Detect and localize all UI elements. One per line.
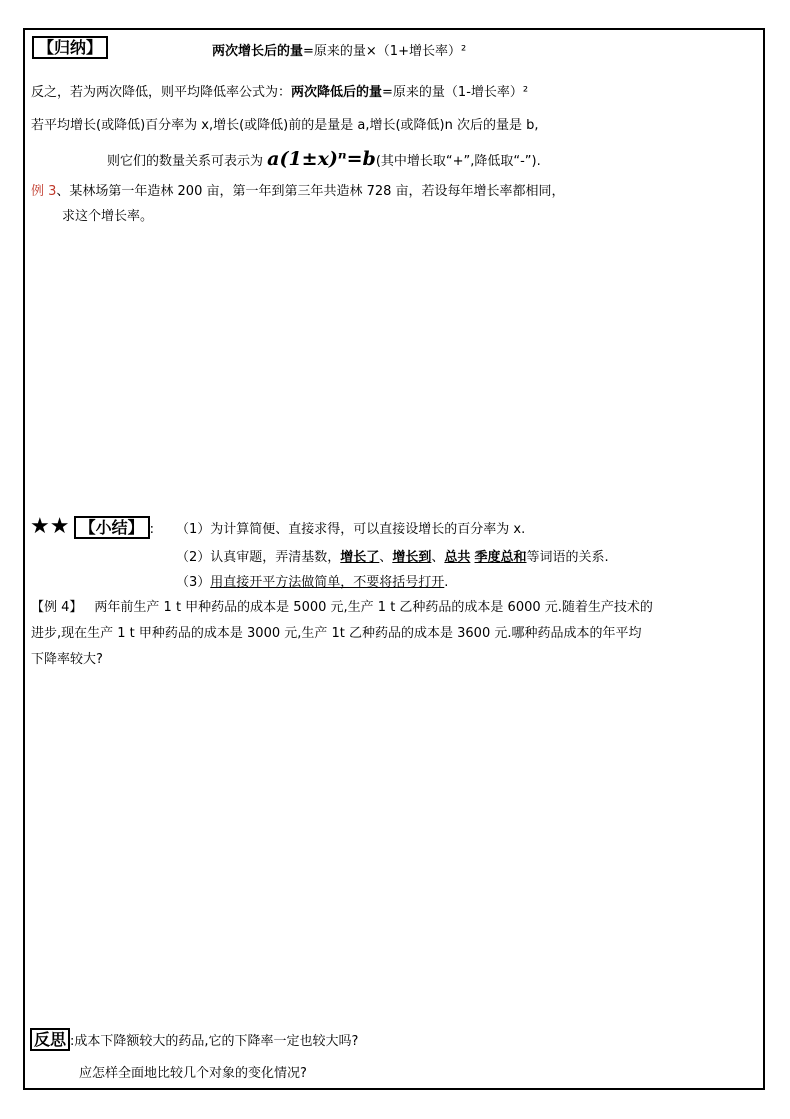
general-line: 若平均增长(或降低)百分率为 x,增长(或降低)前的是量是 a,增长(或降低)n 次后的量是 b, (31, 118, 539, 133)
decrease-rest: =原来的量（1-增长率）² (382, 85, 529, 100)
item2-keyword-1: 增长了 (340, 550, 380, 565)
relation-suffix: (其中增长取“+”,降低取“-”). (375, 154, 541, 169)
item2-keyword-3: 总共 (444, 550, 471, 565)
item3-suffix: . (444, 575, 449, 590)
example4-line2: 进步,现在生产 1 t 甲种药品的成本是 3000 元,生产 1t 乙种药品的成本是 3600 元.哪种药品成本的年平均 (31, 626, 642, 641)
summary-label: 【归纳】 (32, 36, 108, 59)
reflection-line1 (30, 1030, 358, 1050)
reflection-label: 反思 (30, 1028, 70, 1051)
item2-suffix: 等词语的关系. (526, 550, 609, 565)
summary-label-box (32, 38, 108, 57)
example4-line3: 下降率较大? (31, 652, 103, 667)
item2-keyword-4: 季度总和 (474, 550, 527, 565)
item3-prefix: （3） (176, 575, 211, 590)
conclusion-header (30, 514, 154, 540)
decrease-prefix: 反之，若为两次降低，则平均降低率公式为： (31, 85, 292, 100)
relation-formula: a(1±x)ⁿ=b (267, 148, 376, 170)
example3-label: 例 3 (31, 184, 57, 199)
decrease-line (31, 85, 528, 101)
relation-prefix: 则它们的数量关系可表示为 (107, 154, 268, 169)
item2-keyword-2: 增长到 (392, 550, 432, 565)
conclusion-item3 (176, 575, 448, 591)
decrease-bold: 两次降低后的量 (291, 85, 383, 100)
conclusion-label: 【小结】 (74, 516, 150, 539)
summary-formula-rest: =原来的量×（1+增长率）² (303, 44, 467, 59)
example3-text1: 、某林场第一年造林 200 亩，第一年到第三年共造林 728 亩，若设每年增长率都相同， (56, 184, 565, 199)
summary-formula (212, 44, 466, 60)
conclusion-item2 (176, 550, 609, 566)
item2-prefix: （2）认真审题，弄清基数， (176, 550, 341, 565)
example4-line1 (31, 600, 653, 616)
example3-line2: 求这个增长率。 (62, 209, 154, 224)
conclusion-colon: : (149, 522, 154, 537)
item2-sep-1: 、 (379, 550, 393, 565)
relation-line (107, 148, 541, 171)
conclusion-item1: （1）为计算简便、直接求得，可以直接设增长的百分率为 x. (176, 522, 526, 537)
example3-line1 (31, 184, 565, 200)
star-icon: ★★ (30, 514, 70, 539)
summary-formula-bold: 两次增长后的量 (212, 44, 304, 59)
reflection-line2: 应怎样全面地比较几个对象的变化情况? (79, 1066, 307, 1081)
example4-label: 【例 4】 (31, 600, 83, 615)
example4-text1: 两年前生产 1 t 甲种药品的成本是 5000 元,生产 1 t 乙种药品的成本是 6000 元.随着生产技术的 (94, 600, 653, 615)
item3-text: 用直接开平方法做简单，不要将括号打开 (210, 575, 445, 590)
reflection-text1: :成本下降额较大的药品,它的下降率一定也较大吗? (70, 1034, 359, 1049)
item2-sep-2: 、 (431, 550, 445, 565)
